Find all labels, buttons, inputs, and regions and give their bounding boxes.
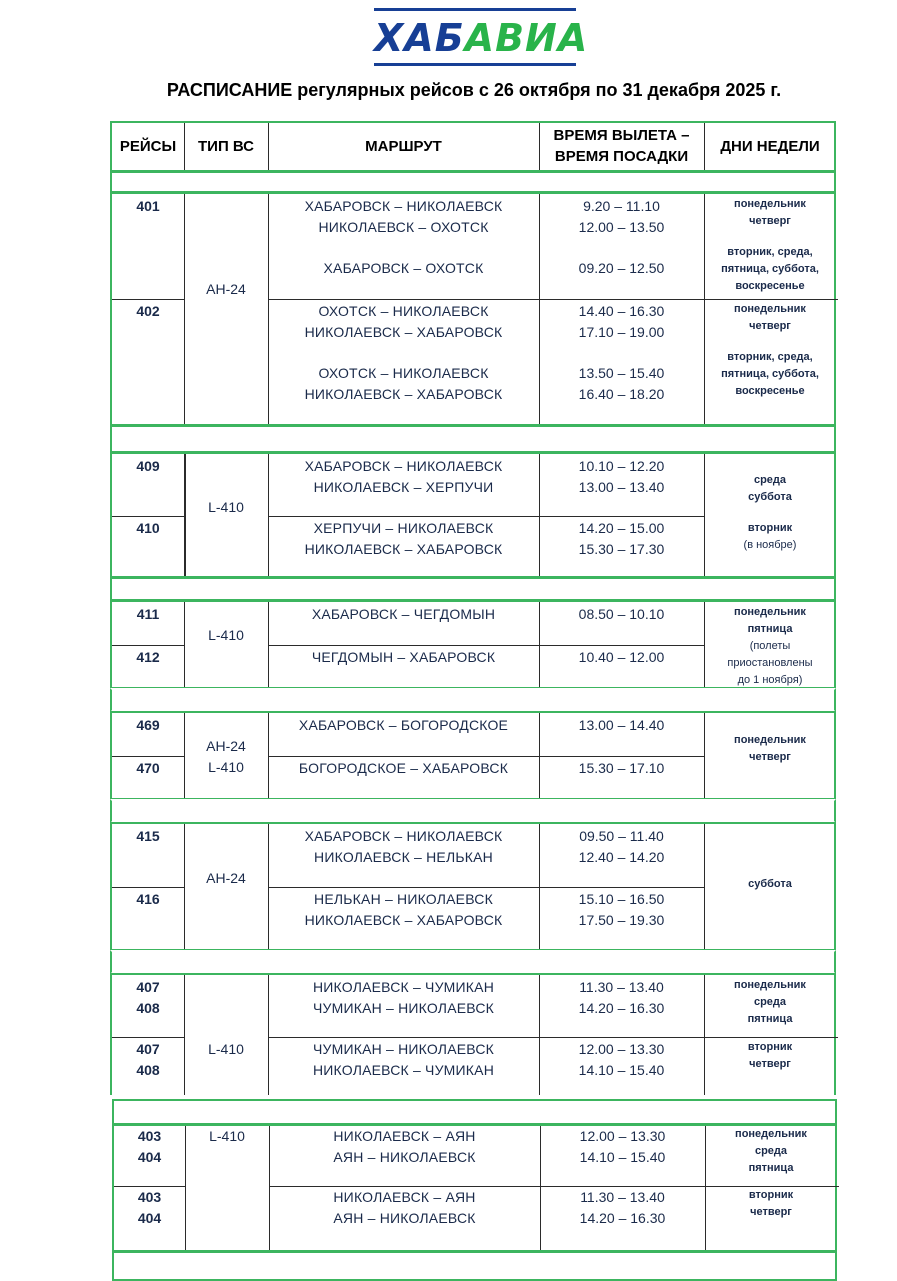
route-cell: ЧУМИКАН – НИКОЛАЕВСК НИКОЛАЕВСК – ЧУМИКАН: [312, 1041, 495, 1078]
aircraft-type: L-410: [209, 1128, 245, 1144]
time-cell: 10.40 – 12.00: [578, 649, 665, 665]
aircraft-type: АН-24 L-410: [206, 738, 246, 775]
route-cell: НИКОЛАЕВСК – АЯН АЯН – НИКОЛАЕВСК: [333, 1189, 476, 1226]
khabavia-logo: [374, 8, 589, 66]
separator-row: [110, 171, 836, 193]
days-cell: понедельник среда пятница: [734, 979, 806, 1025]
days-cell: среда суббота вторник (в ноябре): [743, 474, 797, 551]
days-cell: понедельник четверг вторник, среда, пятница, суббота, воскресенье: [721, 303, 819, 397]
route-cell: НЕЛЬКАН – НИКОЛАЕВСК НИКОЛАЕВСК – ХАБАРОВСК: [304, 891, 503, 928]
flight-number: 416: [136, 891, 160, 907]
separator-row: [110, 425, 836, 453]
aircraft-type: L-410: [208, 627, 244, 643]
route-cell: ХАБАРОВСК – БОГОРОДСКОЕ: [298, 717, 509, 733]
days-cell: понедельник пятница (полеты приостановлены до 1 ноября): [727, 606, 813, 686]
days-cell: понедельник четверг вторник, среда, пятница, суббота, воскресенье: [721, 198, 819, 292]
schedule-block-411-412: [110, 600, 836, 689]
table-header: [110, 121, 836, 172]
flight-number: 403 404: [137, 1189, 162, 1226]
separator-row: [110, 799, 836, 823]
schedule-block-403-404: [112, 1124, 837, 1252]
route-cell: ХАБАРОВСК – ЧЕГДОМЫН: [311, 606, 496, 622]
schedule-block-401-402: [110, 192, 836, 426]
time-cell: 09.50 – 11.40 12.40 – 14.20: [578, 828, 665, 865]
time-cell: 12.00 – 13.30 14.10 – 15.40: [579, 1128, 666, 1165]
time-cell: 08.50 – 10.10: [578, 606, 665, 622]
schedule-block-415-416: [110, 822, 836, 951]
separator-row: [112, 1251, 837, 1281]
days-cell: понедельник среда пятница: [735, 1128, 807, 1174]
flight-number: 407 408: [136, 979, 160, 1016]
time-cell: 14.40 – 16.30 17.10 – 19.00 13.50 – 15.40 16.40 – 18.20: [578, 303, 665, 402]
schedule-block-409-410: [110, 452, 836, 578]
time-cell: 10.10 – 12.20 13.00 – 13.40: [578, 458, 665, 495]
days-cell: вторник четверг: [747, 1041, 793, 1070]
flight-number: 469: [136, 717, 160, 733]
separator-row: [112, 1099, 837, 1125]
time-cell: 12.00 – 13.30 14.10 – 15.40: [578, 1041, 665, 1078]
flight-number: 402: [136, 303, 160, 319]
aircraft-type: АН-24: [206, 870, 246, 886]
schedule-block-407-408: [110, 973, 836, 1095]
header-aircraft: ТИП ВС: [198, 138, 254, 155]
days-cell: понедельник четверг: [734, 734, 806, 763]
route-cell: ХЕРПУЧИ – НИКОЛАЕВСК НИКОЛАЕВСК – ХАБАРОВСК: [304, 520, 503, 557]
time-cell: 14.20 – 15.00 15.30 – 17.30: [578, 520, 665, 557]
days-cell: вторник четверг: [748, 1189, 794, 1218]
header-time: ВРЕМЯ ВЫЛЕТА – ВРЕМЯ ПОСАДКИ: [553, 127, 690, 165]
route-cell: НИКОЛАЕВСК – АЯН АЯН – НИКОЛАЕВСК: [333, 1128, 476, 1165]
logo-text: ХАБАВИА: [374, 16, 589, 60]
aircraft-type: L-410: [208, 499, 244, 515]
time-cell: 9.20 – 11.10 12.00 – 13.50 09.20 – 12.50: [578, 198, 665, 276]
flight-number: 415: [136, 828, 160, 844]
time-cell: 13.00 – 14.40: [578, 717, 665, 733]
route-cell: ХАБАРОВСК – НИКОЛАЕВСК НИКОЛАЕВСК – НЕЛЬКАН: [304, 828, 503, 865]
header-route: МАРШРУТ: [365, 138, 442, 155]
flight-number: 410: [136, 520, 160, 536]
flight-number: 401: [136, 198, 160, 214]
aircraft-type: АН-24: [206, 281, 246, 297]
time-cell: 15.10 – 16.50 17.50 – 19.30: [578, 891, 665, 928]
header-days: ДНИ НЕДЕЛИ: [720, 138, 820, 155]
time-cell: 15.30 – 17.10: [578, 760, 665, 776]
schedule-block-469-470: [110, 711, 836, 800]
route-cell: ЧЕГДОМЫН – ХАБАРОВСК: [311, 649, 496, 665]
days-cell: суббота: [748, 878, 792, 890]
route-cell: ХАБАРОВСК – НИКОЛАЕВСК НИКОЛАЕВСК – ХЕРПУЧИ: [304, 458, 503, 495]
time-cell: 11.30 – 13.40 14.20 – 16.30: [579, 1189, 666, 1226]
route-cell: ХАБАРОВСК – НИКОЛАЕВСК НИКОЛАЕВСК – ОХОТСК ХАБАРОВСК – ОХОТСК: [304, 198, 503, 276]
flight-number: 403 404: [137, 1128, 162, 1165]
flight-number: 409: [136, 458, 160, 474]
separator-row: [110, 950, 836, 974]
route-cell: БОГОРОДСКОЕ – ХАБАРОВСК: [298, 760, 509, 776]
time-cell: 11.30 – 13.40 14.20 – 16.30: [578, 979, 665, 1016]
logo-bottom-bar: [374, 63, 576, 66]
flight-number: 407 408: [136, 1041, 160, 1078]
header-flights: РЕЙСЫ: [119, 138, 177, 155]
aircraft-type: L-410: [208, 1041, 244, 1057]
flight-number: 411: [136, 606, 160, 622]
flight-number: 470: [136, 760, 160, 776]
separator-row: [110, 688, 836, 712]
separator-row: [110, 577, 836, 601]
route-cell: ОХОТСК – НИКОЛАЕВСК НИКОЛАЕВСК – ХАБАРОВСК ОХОТСК – НИКОЛАЕВСК НИКОЛАЕВСК – ХАБАРОВСК: [304, 303, 503, 402]
route-cell: НИКОЛАЕВСК – ЧУМИКАН ЧУМИКАН – НИКОЛАЕВСК: [312, 979, 495, 1016]
flight-number: 412: [136, 649, 160, 665]
page-title: РАСПИСАНИЕ регулярных рейсов с 26 октября по 31 декабря 2025 г.: [166, 80, 782, 100]
logo-top-bar: [374, 8, 576, 11]
